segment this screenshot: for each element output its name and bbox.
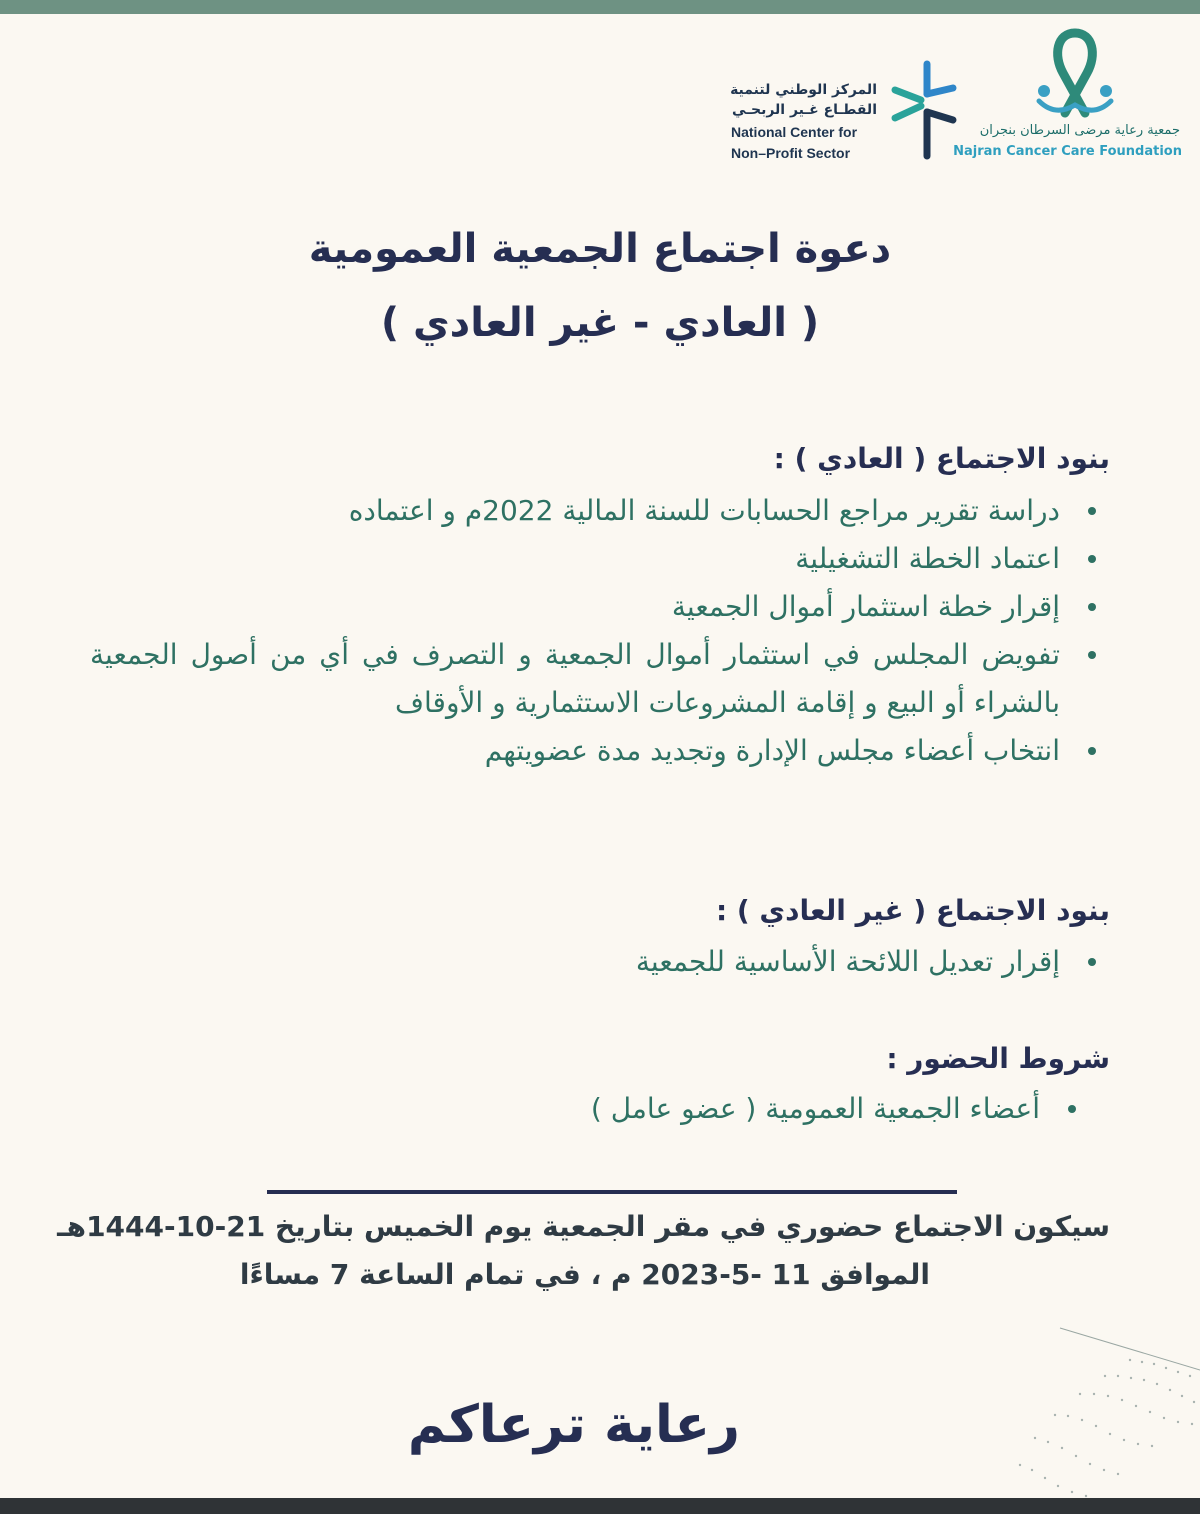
decorative-mesh-graphic [1010,1320,1200,1500]
bottom-accent-bar [0,1498,1200,1514]
attendance-conditions-heading: شروط الحضور : [886,1042,1110,1075]
extraordinary-agenda-list [90,938,1060,986]
invitation-subtitle: ( العادي - غير العادي ) [380,300,820,346]
bullet-icon [1088,651,1096,659]
ncnp-name-english-line1: National Center for [731,124,858,140]
ncnp-logo [725,60,965,170]
meeting-date-line: سيكون الاجتماع حضوري في مقر الجمعية يوم الخميس بتاريخ 21-10-1444هـ [57,1210,1110,1243]
bullet-icon [1088,507,1096,515]
ordinary-agenda-heading: بنود الاجتماع ( العادي ) : [773,442,1110,475]
najran-cancer-care-logo [953,25,1190,170]
ribbon-icon [1035,25,1115,120]
list-item: تفويض المجلس في استثمار أموال الجمعية و التصرف في أي من أصول الجمعية بالشراء أو البيع و إقامة المشروعات الاستثمارية و الأوقاف [90,631,1060,727]
list-item: دراسة تقرير مراجع الحسابات للسنة المالية 2022م و اعتماده [90,487,1060,535]
list-item: أعضاء الجمعية العمومية ( عضو عامل ) [70,1085,1040,1133]
list-item: إقرار تعديل اللائحة الأساسية للجمعية [90,938,1060,986]
bullet-icon [1088,555,1096,563]
list-item: انتخاب أعضاء مجلس الإدارة وتجديد مدة عضويتهم [90,727,1060,775]
invitation-title: دعوة اجتماع الجمعية العمومية [308,226,892,272]
slogan: رعاية ترعاكم [407,1395,740,1455]
bullet-icon [1088,747,1096,755]
bullet-icon [1088,958,1096,966]
extraordinary-agenda-heading: بنود الاجتماع ( غير العادي ) : [715,894,1110,927]
attendance-conditions-list [70,1085,1040,1133]
top-accent-bar [0,0,1200,14]
bullet-icon [1088,603,1096,611]
najran-name-english: Najran Cancer Care Foundation [953,144,1182,159]
list-item: إقرار خطة استثمار أموال الجمعية [90,583,1060,631]
meeting-time-line: الموافق 11 -5-2023 م ، في تمام الساعة 7 مساءًا [239,1258,930,1291]
bullet-icon [1068,1105,1076,1113]
ncnp-name-english-line2: Non–Profit Sector [731,145,851,161]
list-item: اعتماد الخطة التشغيلية [90,535,1060,583]
najran-name-arabic: جمعية رعاية مرضى السرطان بنجران [979,123,1180,138]
divider-line [267,1190,957,1194]
ncnp-name-arabic-line1: المركز الوطني لتنمية [730,82,877,98]
ncnp-name-arabic-line2: القطـاع غـير الربحـي [732,102,877,118]
ordinary-agenda-list [90,487,1060,775]
ncnp-arrows-icon [885,60,960,160]
